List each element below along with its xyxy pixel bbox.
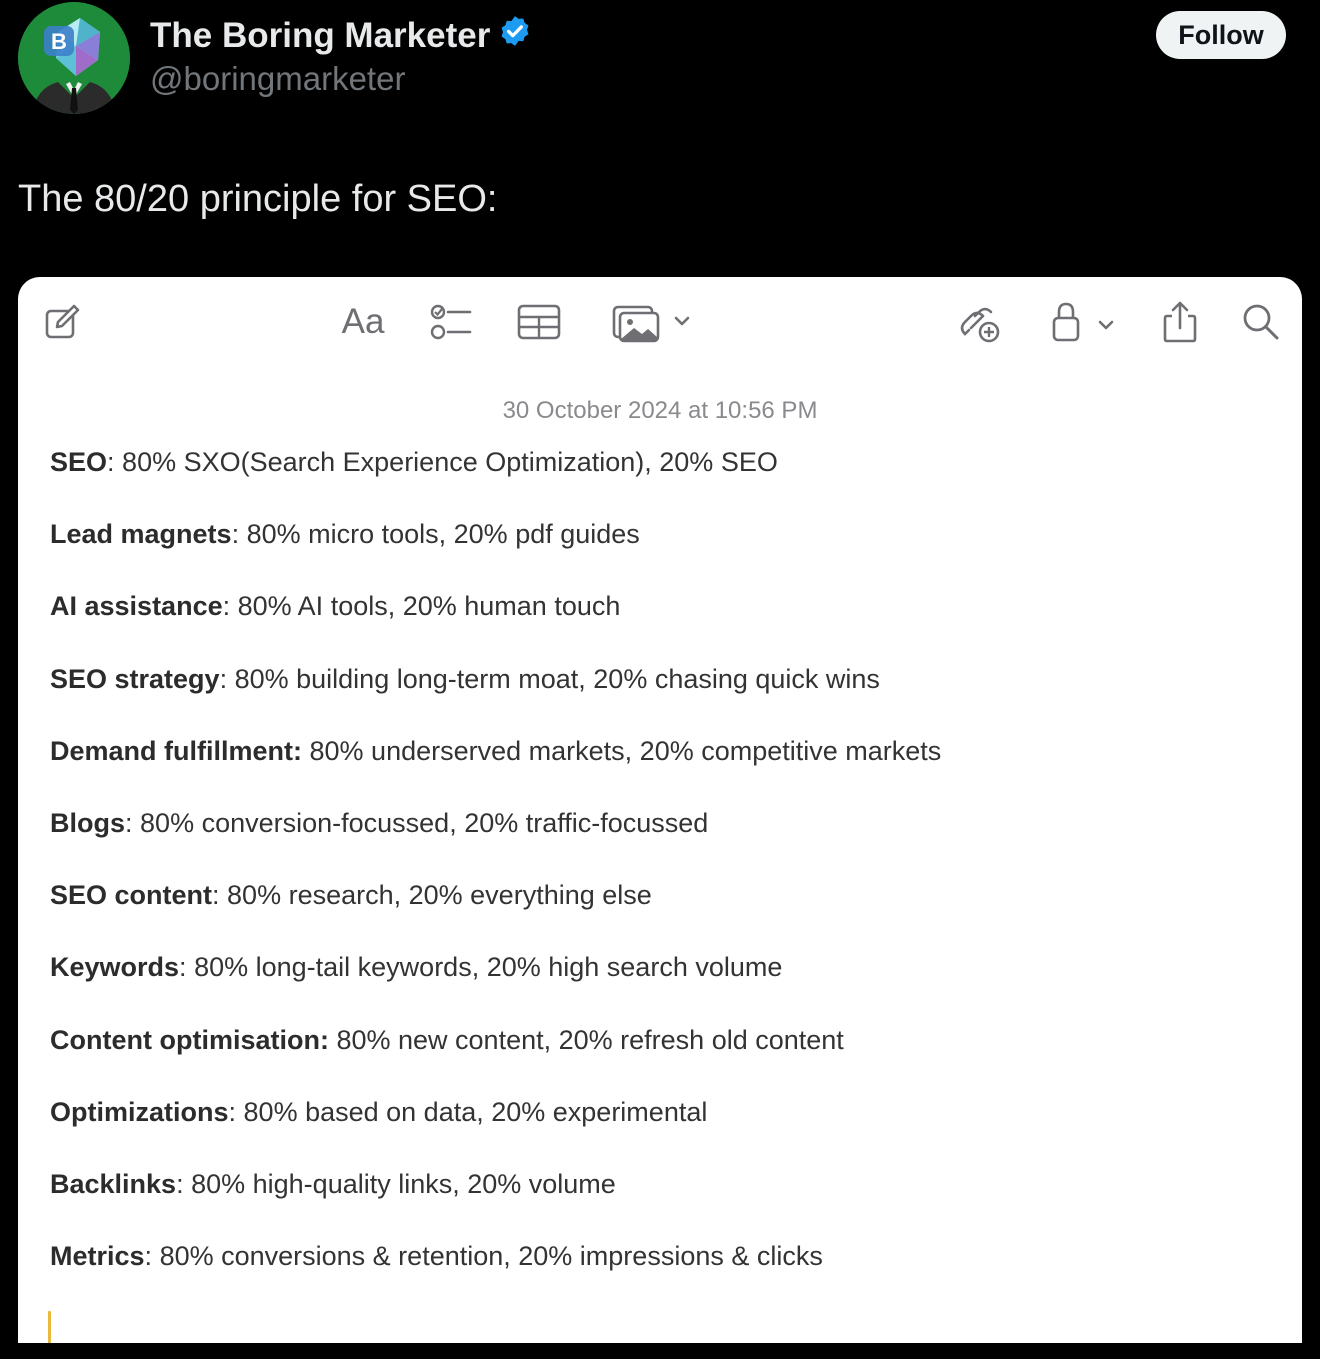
- note-line-label: Lead magnets: [50, 519, 232, 550]
- collaborate-icon[interactable]: [956, 299, 1002, 345]
- note-line: [50, 591, 620, 622]
- note-line-text: 80% research, 20% everything else: [219, 880, 652, 911]
- note-line-separator: :: [144, 1241, 153, 1272]
- checklist-icon[interactable]: [428, 299, 474, 345]
- note-line-text: 80% micro tools, 20% pdf guides: [239, 519, 640, 550]
- note-line-label: SEO content: [50, 880, 213, 911]
- avatar-image: [18, 2, 130, 114]
- avatar[interactable]: [18, 2, 130, 114]
- share-icon[interactable]: [1160, 299, 1200, 345]
- note-line-text: 80% conversions & retention, 20% impressions & clicks: [152, 1241, 823, 1272]
- note-line: [50, 519, 640, 550]
- note-image: [18, 277, 1302, 1343]
- note-line-text: 80% building long-term moat, 20% chasing quick wins: [227, 663, 880, 694]
- note-line-text: 80% AI tools, 20% human touch: [230, 591, 621, 622]
- note-line-separator: :: [228, 1096, 237, 1127]
- table-icon[interactable]: [516, 299, 562, 345]
- note-line-separator: :: [212, 880, 220, 911]
- note-line-text: 80% conversion-focussed, 20% traffic-focussed: [132, 808, 709, 838]
- follow-button[interactable]: Follow: [1156, 11, 1286, 59]
- note-line-label: Metrics: [50, 1241, 145, 1272]
- verified-badge-icon: [498, 14, 532, 57]
- note-line-label: Blogs: [50, 808, 126, 838]
- text-cursor: [48, 1311, 51, 1343]
- note-line-label: Demand fulfillment:: [50, 735, 303, 766]
- note-line-label: Keywords: [50, 952, 180, 983]
- note-line: [50, 1169, 616, 1200]
- note-line: [50, 880, 652, 911]
- avatar-letter: B: [51, 29, 67, 54]
- bottom-divider: [0, 1343, 1320, 1359]
- note-line-label: SEO: [50, 447, 108, 477]
- note-line-separator: :: [222, 591, 231, 622]
- note-line: [50, 1097, 707, 1128]
- note-line-separator: :: [176, 1169, 184, 1199]
- note-line-label: AI assistance: [50, 591, 223, 622]
- note-line: [50, 447, 778, 478]
- note-line-separator: :: [231, 519, 240, 550]
- note-line-text: 80% new content, 20% refresh old content: [328, 1024, 844, 1055]
- note-line-text: 80% long-tail keywords, 20% high search volume: [186, 952, 783, 983]
- tweet-text: The 80/20 principle for SEO:: [18, 178, 498, 220]
- note-line-label: Backlinks: [50, 1169, 177, 1199]
- note-line: [50, 1025, 844, 1056]
- note-line-separator: :: [219, 663, 228, 694]
- note-line: [50, 736, 941, 767]
- note-line-separator: :: [179, 952, 187, 983]
- note-line-text: 80% SXO(Search Experience Optimization), 20% SEO: [114, 447, 778, 477]
- note-line-label: SEO strategy: [50, 663, 220, 694]
- author-name-text[interactable]: The Boring Marketer: [150, 15, 491, 55]
- note-line-separator: :: [125, 808, 133, 838]
- note-line-label: Optimizations: [50, 1096, 229, 1127]
- note-line-separator: :: [107, 447, 115, 477]
- note-line: [50, 952, 782, 983]
- search-icon[interactable]: [1240, 299, 1282, 345]
- media-icon[interactable]: [612, 299, 696, 345]
- author-name[interactable]: [150, 14, 532, 57]
- compose-icon[interactable]: [42, 299, 82, 345]
- note-line: [50, 1241, 823, 1272]
- note-line-text: 80% high-quality links, 20% volume: [183, 1169, 616, 1199]
- note-line-text: 80% based on data, 20% experimental: [236, 1096, 708, 1127]
- format-text-button[interactable]: Aa: [341, 302, 385, 341]
- note-line-text: 80% underserved markets, 20% competitive markets: [302, 735, 942, 766]
- note-line-label: Content optimisation:: [50, 1024, 329, 1055]
- note-date: 30 October 2024 at 10:56 PM: [502, 397, 818, 424]
- note-line: [50, 808, 708, 839]
- author-handle[interactable]: @boringmarketer: [150, 60, 406, 97]
- note-line: [50, 664, 880, 695]
- lock-icon[interactable]: [1048, 299, 1120, 345]
